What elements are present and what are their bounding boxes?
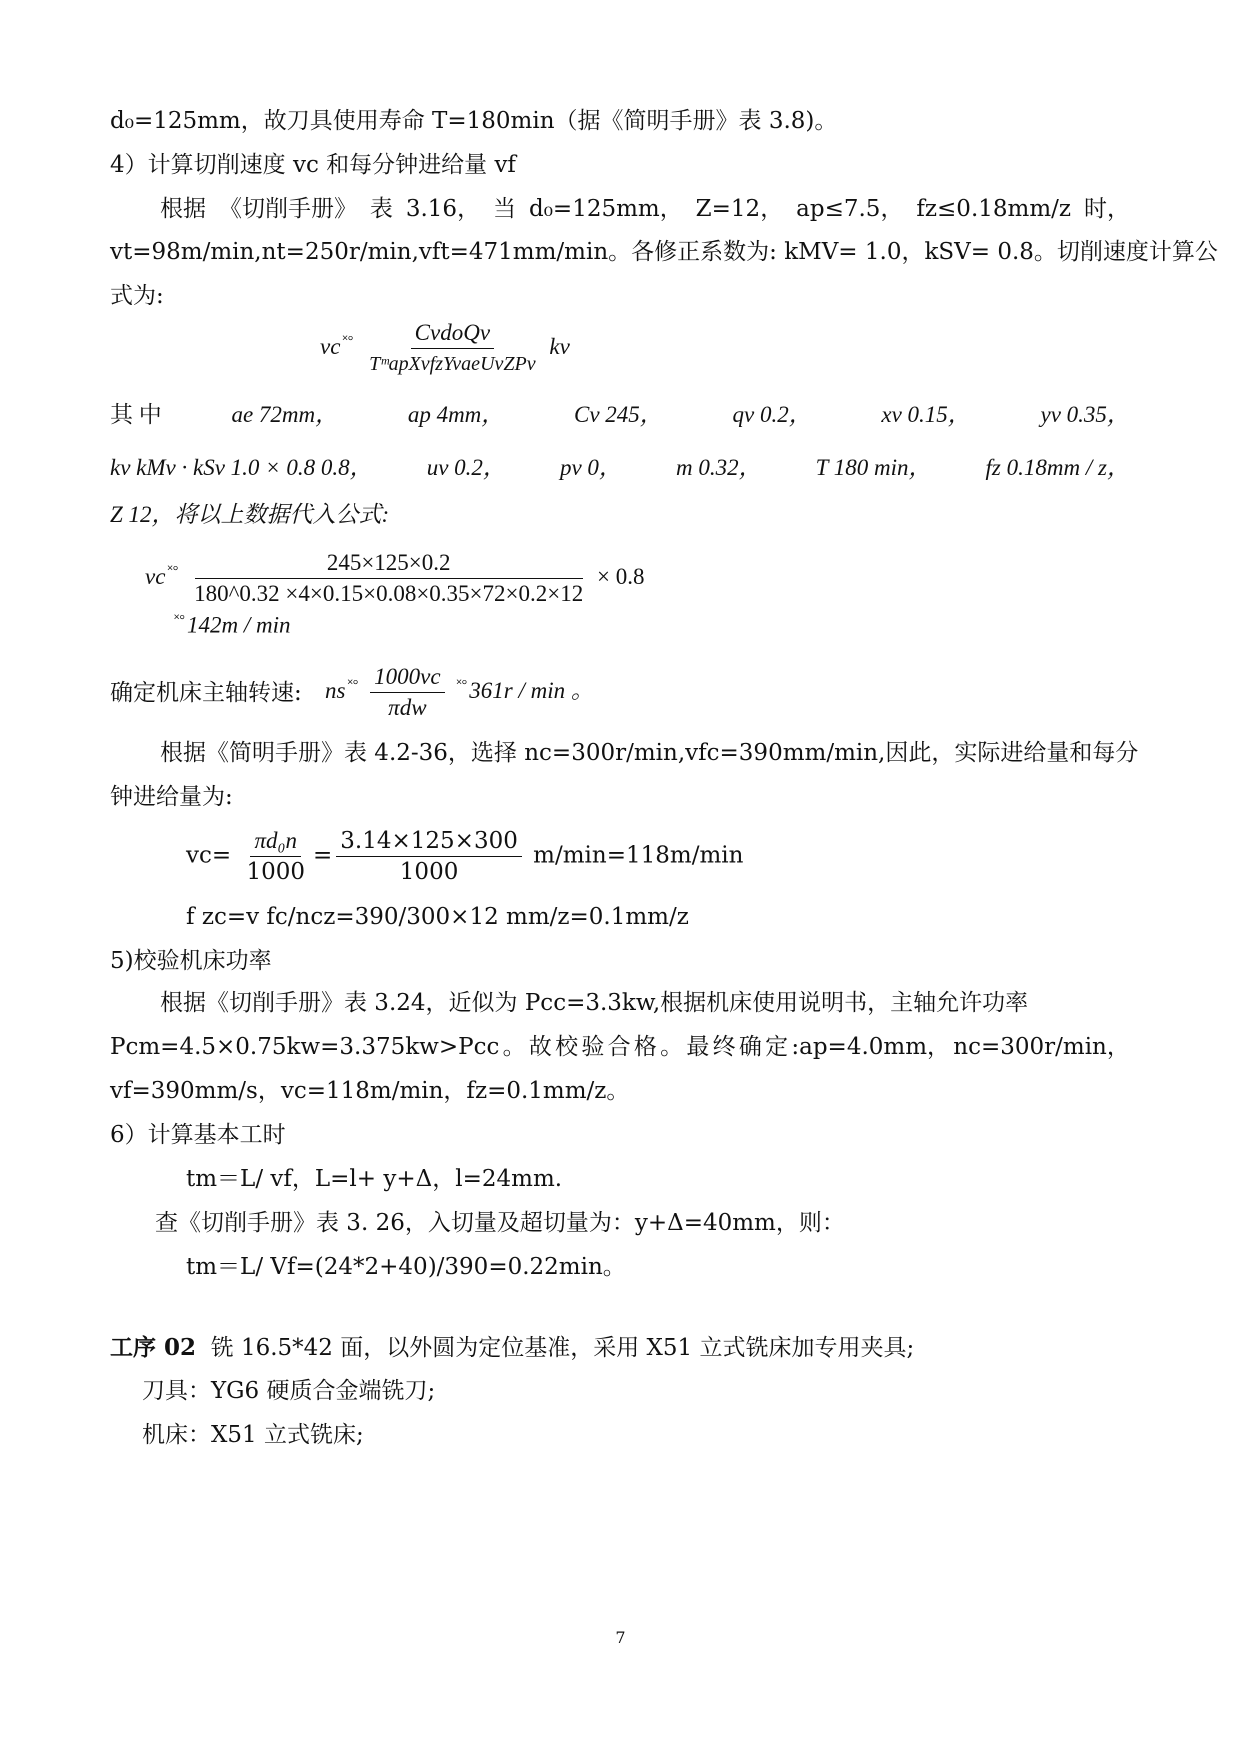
result-value: 142m / min [186, 612, 291, 638]
text-line-formula-intro: 式为: [110, 283, 164, 309]
param: uv 0.2， [426, 455, 506, 480]
formula-numerator: 1000vc [370, 662, 444, 693]
section-heading-cutting-speed: 4）计算切削速度 vc 和每分钟进给量 vf [110, 152, 516, 178]
word: 合 [607, 1034, 631, 1060]
word: 。 [502, 1034, 526, 1060]
word: 验 [581, 1034, 605, 1060]
formula-lhs: ns [325, 677, 346, 703]
formula-numerator: 3.14×125×300 [336, 826, 522, 857]
word: 最 [686, 1034, 710, 1060]
text-line-power: 根据《切削手册》表 3.24，近似为 Pcc=3.3kw,根据机床使用说明书，主轴允许功率 [160, 990, 1029, 1016]
formula-fraction [365, 318, 539, 379]
cutting-speed-formula [320, 318, 570, 379]
equals-mark: ˟° [342, 334, 354, 350]
equals-mark: ˟° [167, 564, 179, 580]
formula-fraction [190, 548, 587, 609]
spindle-speed-label: 确定机床主轴转速: [110, 680, 302, 706]
formula-numerator: 245×125×0.2 [195, 548, 583, 579]
machine-line: 机床：X51 立式铣床; [142, 1422, 364, 1448]
word: 《切削手册》 [218, 196, 357, 222]
word: 。 [660, 1034, 684, 1060]
param: pv 0， [559, 455, 622, 480]
formula-numerator: πd₀n [250, 826, 301, 857]
tool-line: 刀具：YG6 硬质合金端铣刀; [142, 1378, 436, 1404]
text-line-final-values: vf=390mm/s，vc=118m/min，fz=0.1mm/z。 [110, 1078, 630, 1104]
word: 3.16， [405, 196, 481, 222]
formula-numerator: CvdoQv [411, 318, 494, 349]
text-line-handbook-ref [160, 194, 1130, 224]
formula-denominator: 1000 [246, 859, 306, 885]
text-line-overtravel: 查《切削手册》表 3. 26，入切量及超切量为：y+Δ=40mm，则： [155, 1210, 845, 1236]
word: fz≤0.18mm/z [916, 196, 1072, 222]
process-label: 工序 02 [110, 1334, 197, 1361]
spindle-speed-formula [325, 662, 594, 723]
word: Pcm=4.5×0.75kw=3.375kw>Pcc [110, 1034, 500, 1060]
param: yv 0.35， [1040, 402, 1130, 427]
parameter-row-3: Z 12，将以上数据代入公式: [110, 502, 390, 527]
param: ae 72mm， [231, 402, 339, 427]
formula-lhs: vc= [186, 842, 232, 869]
substituted-formula [145, 548, 644, 609]
word: 终 [712, 1034, 736, 1060]
word: :ap=4.0mm， [791, 1034, 951, 1060]
text-line-selection: 根据《简明手册》表 4.2-36，选择 nc=300r/min,vfc=390mm/min,因此，实际进给量和每分 [160, 740, 1139, 766]
param: 其 中 [110, 402, 162, 427]
param: T 180 min， [815, 455, 932, 480]
formula-result [172, 606, 290, 641]
word: Z=12， [695, 196, 784, 222]
word: d₀=125mm， [528, 196, 683, 222]
word: 确 [738, 1034, 762, 1060]
word: 定 [765, 1034, 789, 1060]
word: 表 [369, 196, 393, 222]
parameter-row-2 [110, 453, 1130, 483]
actual-speed-formula: vc= $\frac{\text{πd₀n}}{1000}$ = $\frac{3.14\times 125\times 300}{1000}$ m/min=118m/min [186, 828, 744, 885]
param: fz 0.18mm / z， [985, 455, 1130, 480]
formula-fraction-2 [336, 826, 522, 887]
formula-denominator: TᵐapXvfzYvaeUvZPv [369, 353, 536, 375]
formula-denominator: πdw [388, 695, 427, 720]
time-formula: tm＝L/ vf，L=l+ y+Δ，l=24mm. [186, 1166, 563, 1192]
parameter-row-1 [110, 400, 1130, 430]
formula-fraction-1 [242, 826, 309, 887]
param: qv 0.2， [732, 402, 812, 427]
text-line-feed-intro: 钟进给量为: [110, 784, 233, 810]
word: 校 [555, 1034, 579, 1060]
formula-rhs: m/min=118m/min [533, 842, 744, 869]
time-result: tm＝L/ Vf=(24*2+40)/390=0.22min。 [186, 1254, 626, 1280]
word: 时， [1083, 196, 1130, 222]
word: 格 [633, 1034, 657, 1060]
formula-fraction [370, 662, 444, 723]
feed-per-tooth-formula: f zc=v fc/ncz=390/300×12 mm/z=0.1mm/z [186, 904, 689, 930]
equals-mark: ˟° [347, 678, 359, 694]
param: xv 0.15， [881, 402, 971, 427]
page-number: 7 [615, 1628, 626, 1647]
process-description: 铣 16.5*42 面，以外圆为定位基准，采用 X51 立式铣床加专用夹具; [210, 1335, 915, 1361]
process-step-02 [110, 1333, 914, 1363]
formula-denominator: 1000 [399, 859, 459, 885]
param: ap 4mm， [407, 402, 505, 427]
param: kv kMv · kSv 1.0 × 0.8 0.8， [110, 455, 373, 480]
param: m 0.32， [675, 455, 762, 480]
formula-rhs: kv [549, 333, 570, 359]
formula-rhs: 361r / min 。 [469, 677, 594, 703]
section-heading-power-check: 5)校验机床功率 [110, 948, 272, 974]
equals-mark: ˟° [174, 613, 185, 628]
word: 根据 [160, 196, 206, 222]
formula-lhs: vc [145, 563, 166, 589]
text-line-tool-life: d₀=125mm，故刀具使用寿命 T=180min（据《简明手册》表 3.8)。 [110, 108, 838, 134]
word: 故 [528, 1034, 552, 1060]
formula-lhs: vc [320, 333, 341, 359]
formula-rhs: × 0.8 [596, 563, 645, 589]
equals-mark: ˟° [456, 678, 468, 694]
word: nc=300r/min， [953, 1034, 1130, 1060]
text-line-correction-factors: vt=98m/min,nt=250r/min,vft=471mm/min。各修正系数为: kMV= 1.0，kSV= 0.8。切削速度计算公 [110, 239, 1218, 265]
param: Cv 245， [573, 402, 663, 427]
section-heading-machining-time: 6）计算基本工时 [110, 1122, 286, 1148]
word: 当 [493, 196, 517, 222]
text-line-power-check [110, 1032, 1130, 1062]
formula-denominator: 180^0.32 ×4×0.15×0.08×0.35×72×0.2×12 [194, 581, 584, 606]
word: ap≤7.5， [796, 196, 904, 222]
